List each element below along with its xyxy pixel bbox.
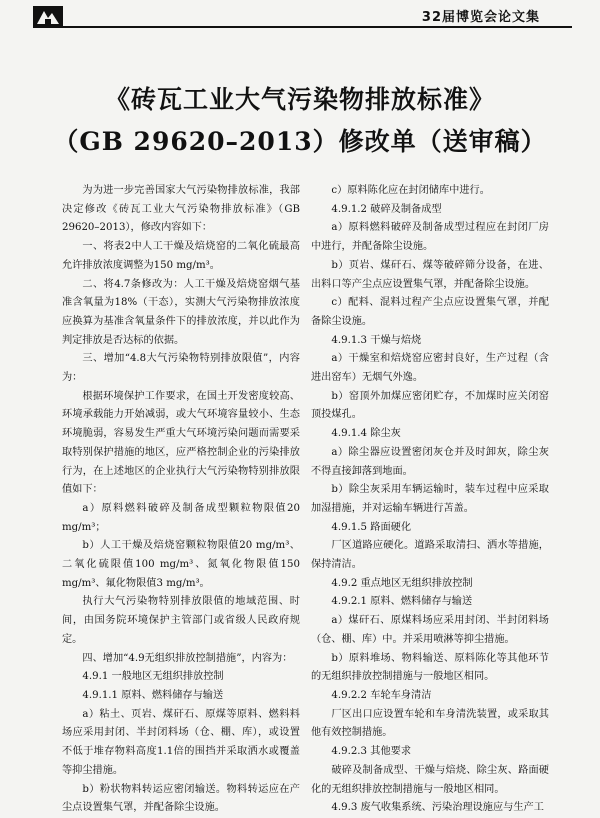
document-title: 《砖瓦工业大气污染物排放标准》 [104,85,495,114]
paragraph: b）除尘灰采用车辆运输时，装车过程中应采取加湿措施，并对运输车辆进行苫盖。 [311,484,549,514]
paragraph: c）原料陈化应在封闭储库中进行。 [331,185,490,196]
section-heading: 4.9.1.4 除尘灰 [331,428,401,440]
section-heading: 4.9.1.3 干燥与焙烧 [331,334,422,346]
paragraph: 一、将表2中人工干燥及焙烧窑的二氧化硫最高允许排放浓度调整为150 mg/m³。 [62,241,300,271]
publisher-logo-icon [33,6,63,28]
section-heading: 4.9.2 重点地区无组织排放控制 [331,577,473,589]
paragraph: 执行大气污染物特别排放限值的地域范围、时间，由国务院环境保护主管部门或省级人民政府规定。 [62,596,300,645]
paragraph: a）除尘器应设置密闭灰仓并及时卸灰，除尘灰不得直接卸落到地面。 [311,446,549,477]
left-column [62,182,300,818]
section-heading: 4.9.1 一般地区无组织排放控制 [82,671,224,683]
section-heading: 4.9.2.2 车轮车身清洁 [331,689,432,701]
paragraph: 4.9.3 废气收集系统、污染治理设施应与生产工 [331,802,544,814]
paragraph: 二、将4.7条修改为：人工干燥及焙烧窑烟气基准含氧量为18%（干态），实测大气污染物排放浓度应换算为基准含氧量条件下的排放浓度，并以此作为判定排放是否达标的依据。 [62,278,300,346]
section-heading: 4.9.1.5 路面硬化 [331,521,412,533]
section-heading: 4.9.1.2 破碎及制备成型 [331,203,442,215]
paragraph: a）原料燃料破碎及制备成型过程应在封闭厂房中进行，并配备除尘设施。 [311,222,549,253]
paragraph: 四、增加“4.9无组织排放控制措施”，内容为： [82,652,293,664]
section-heading: 4.9.1.1 原料、燃料储存与输送 [82,689,224,701]
paragraph: a）原料燃料破碎及制备成型颗粒物限值20 mg/m³； [62,502,300,533]
paragraph: a）粘土、页岩、煤矸石、原煤等原料、燃料料场应采用封闭、半封闭料场（仓、棚、库），或设置不低于堆存物料高度1.1倍的围挡并采取洒水或覆盖等抑尘措施。 [62,708,300,776]
paragraph: b）原料堆场、物料输送、原料陈化等其他环节的无组织排放控制措施与一般地区相同。 [311,652,549,683]
section-heading: 4.9.2.3 其他要求 [331,746,412,758]
paragraph: c）配料、混料过程产尘点应设置集气罩，并配备除尘设施。 [311,297,549,327]
paragraph: 厂区道路应硬化。道路采取清扫、洒水等措施，保持清洁。 [311,540,549,571]
paragraph: b）窑顶外加煤应密闭贮存，不加煤时应关闭窑顶投煤孔。 [311,390,549,421]
paragraph: 厂区出口应设置车轮和车身清洗装置，或采取其他有效控制措施。 [311,708,549,739]
paragraph: b）粉状物料转运应密闭输送。物料转运应在产尘点设置集气罩，并配备除尘设施。 [62,783,300,814]
paragraph: 根据环境保护工作要求，在国土开发密度较高、环境承载能力开始减弱，或大气环境容量较小、生态环境脆弱，容易发生严重大气环境污染问题而需要采取特别保护措施的地区，应严格控制企业的污染排放行为，在上述地区的企业执行大气污染物特别排放限值如下： [62,390,300,496]
paragraph: 破碎及制备成型、干燥与焙烧、除尘灰、路面硬化的无组织排放控制措施与一般地区相同。 [311,764,549,795]
journal-header: 32届博览会论文集 [421,10,540,25]
right-column [311,182,549,818]
paragraph: b）页岩、煤矸石、煤等破碎筛分设备，在进、出料口等产尘点应设置集气罩，并配备除尘设施。 [311,259,549,290]
paragraph: 三、增加“4.8大气污染物特别排放限值”，内容为： [62,353,300,384]
paragraph: a）煤矸石、原煤料场应采用封闭、半封闭料场（仓、棚、库）中。并采用喷淋等抑尘措施。 [311,615,549,645]
document-subtitle: （GB 29620–2013）修改单（送审稿） [53,127,547,156]
paragraph: b）人工干燥及焙烧窑颗粒物限值20 mg/m³、二氧化硫限值100 mg/m³、氮氧化物限值150 mg/m³、氟化物限值3 mg/m³。 [62,540,300,589]
header-divider [60,26,572,28]
paragraph: a）干燥室和焙烧窑应密封良好，生产过程（含进出窑车）无烟气外逸。 [311,353,549,384]
section-heading: 4.9.2.1 原料、燃料储存与输送 [331,596,473,608]
paragraph: 为为进一步完善国家大气污染物排放标准，我部决定修改《砖瓦工业大气污染物排放标准》（GB 29620–2013），修改内容如下： [62,185,300,234]
